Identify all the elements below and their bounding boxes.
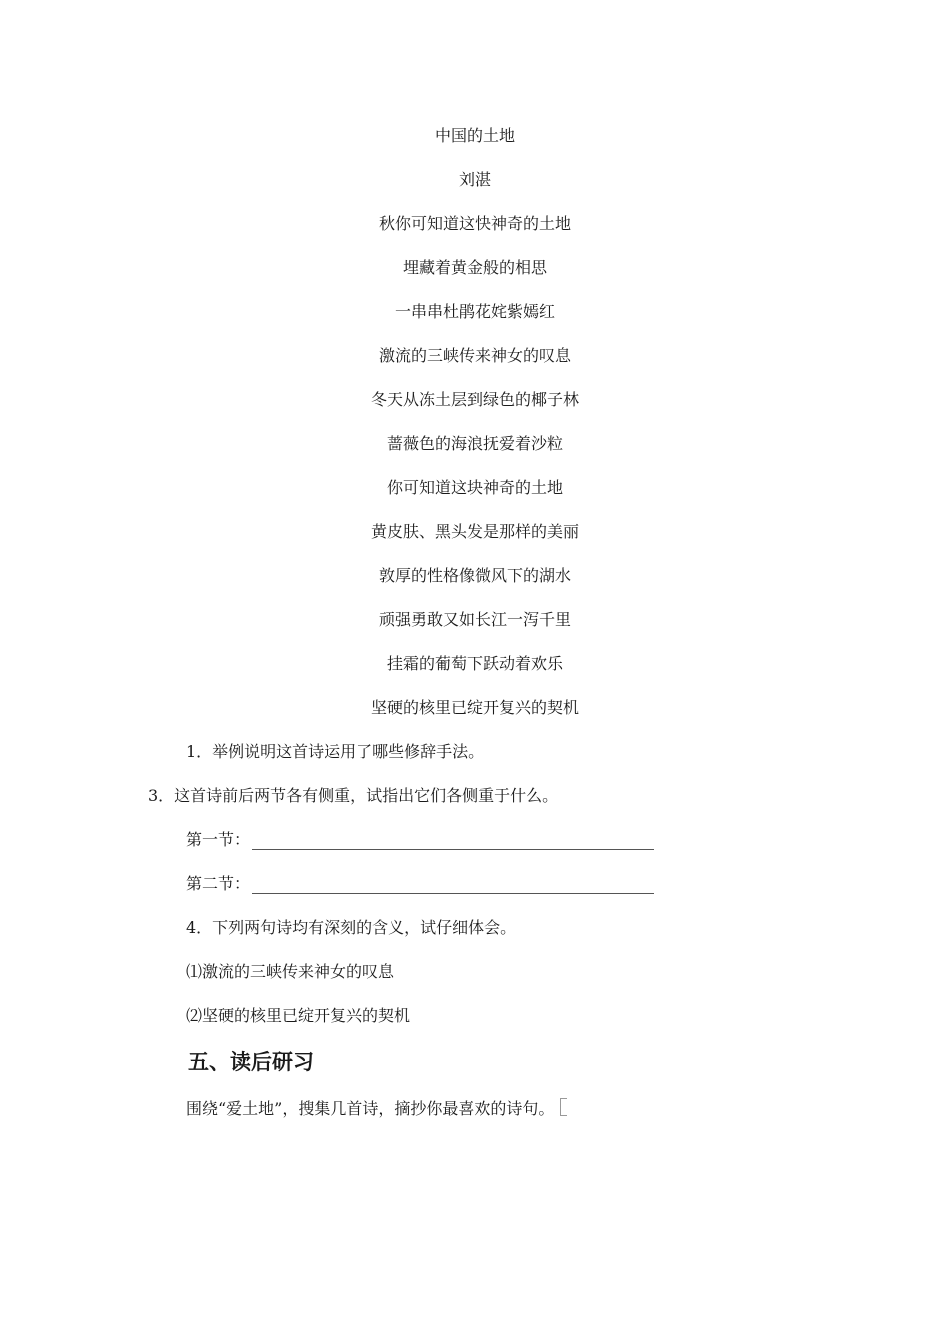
- answer-blank-part1[interactable]: [252, 833, 654, 850]
- answer-label-part2: 第二节：: [186, 874, 251, 893]
- question-1: 1．举例说明这首诗运用了哪些修辞手法。: [186, 742, 485, 761]
- question-3: 3．这首诗前后两节各有侧重，试指出它们各侧重于什么。: [148, 786, 559, 805]
- answer-label-part1: 第一节：: [186, 830, 251, 849]
- poem-line: 一串串杜鹃花姹紫嫣红: [394, 302, 555, 321]
- poem-line: 秋你可知道这快神奇的土地: [378, 214, 571, 233]
- poem-line: 敦厚的性格像微风下的湖水: [378, 566, 571, 585]
- poem-line: 你可知道这块神奇的土地: [386, 478, 563, 497]
- poem-line: 顽强勇敢又如长江一泻千里: [378, 610, 571, 629]
- bracket-mark-icon: [560, 1098, 567, 1116]
- question-4-item-2: ⑵坚硬的核里已绽开复兴的契机: [186, 1006, 411, 1025]
- section-5-title: 五、读后研习: [188, 1050, 314, 1074]
- question-4: 4．下列两句诗均有深刻的含义，试仔细体会。: [186, 918, 517, 937]
- section-5-instruction-row: [186, 1098, 567, 1119]
- poem-line: 挂霜的葡萄下跃动着欢乐: [386, 654, 563, 673]
- section-5-instruction: 围绕“爱土地”，搜集几首诗，摘抄你最喜欢的诗句。: [186, 1099, 555, 1118]
- answer-blank-part2[interactable]: [252, 877, 654, 894]
- poem-line: 坚硬的核里已绽开复兴的契机: [370, 698, 579, 717]
- question-4-item-1: ⑴激流的三峡传来神女的叹息: [186, 962, 395, 981]
- poem-author: 刘湛: [458, 170, 491, 189]
- poem-line: 冬天从冻土层到绿色的椰子林: [370, 390, 579, 409]
- answer-row-part2: [186, 874, 654, 894]
- poem-line: 黄皮肤、黑头发是那样的美丽: [370, 522, 579, 541]
- poem-line: 埋藏着黄金般的相思: [402, 258, 547, 277]
- poem-title: 中国的土地: [434, 126, 515, 145]
- poem-line: 蔷薇色的海浪抚爱着沙粒: [386, 434, 563, 453]
- poem-line: 激流的三峡传来神女的叹息: [378, 346, 571, 365]
- answer-row-part1: [186, 830, 654, 850]
